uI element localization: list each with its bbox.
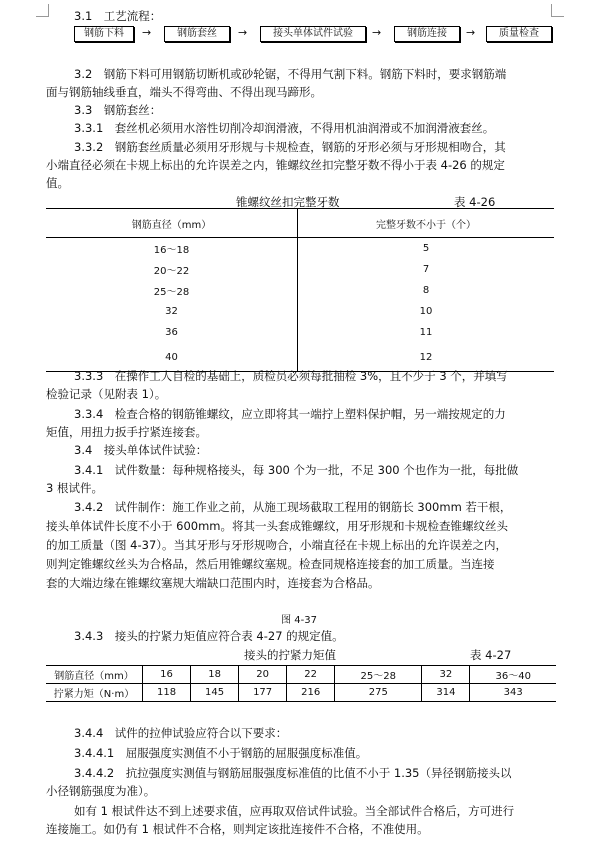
table-cell: 32: [46, 301, 298, 322]
section-3-1: 3.1 工艺流程：: [74, 9, 162, 23]
table-row: [46, 684, 556, 702]
para-3-4-2-line3: 的加工质量（图 4-37）。当其牙形与牙形规吻合，小端直径在卡规上标出的允许误差之内，: [46, 538, 508, 552]
para-3-3-4-line1: 3.3.4 检查合格的钢筋锥螺纹，应立即将其一端拧上塑料保护帽，另一端按规定的力: [74, 407, 506, 421]
table-row: [46, 301, 554, 322]
para-3-4-1-line1: 3.4.1 试件数量：每种规格接头，每 300 个为一批，不足 300 个也作为一批，每批做: [74, 463, 519, 477]
table-cell: 20: [239, 666, 287, 684]
flow-step-5: 质量检查: [486, 26, 552, 42]
table-row: [46, 666, 556, 684]
table-row: [46, 259, 554, 280]
crop-mark-left: [36, 4, 49, 17]
table-cell: 216: [287, 684, 335, 702]
table-cell: 10: [419, 306, 433, 317]
figure-caption: 图 4-37: [281, 615, 317, 626]
table-cell: 20～22: [46, 259, 298, 280]
table-cell: 25～28: [335, 666, 422, 684]
section-3-4: 3.4 接头单体试件试验：: [74, 443, 208, 457]
table-cell: 36: [46, 322, 298, 343]
para-3-4-2-line2: 接头单体试件长度不小于 600mm。将其一头套成锥螺纹，用牙形规和卡规检查锥螺纹丝头: [46, 519, 509, 533]
table-cell: 7: [422, 264, 430, 275]
flow-step-4: 钢筋连接: [394, 26, 460, 42]
para-3-4-4: 3.4.4 试件的拉伸试验应符合以下要求：: [74, 726, 288, 740]
table-cell: 275: [335, 684, 422, 702]
para-3-3-2-line1: 3.3.2 钢筋套丝质量必须用牙形规与卡规检查，钢筋的牙形必须与牙形规相吻合，其: [74, 140, 506, 154]
table-cell: 11: [419, 327, 433, 338]
flow-arrow-2: →: [238, 26, 248, 39]
flow-step-2: 钢筋套丝: [164, 26, 230, 42]
flow-arrow-4: →: [466, 26, 476, 39]
para-3-4-1-line2: 3 根试件。: [46, 481, 103, 495]
para-3-4-3: 3.4.3 接头的拧紧力矩值应符合表 4-27 的规定值。: [74, 629, 344, 643]
flow-step-1: 钢筋下料: [74, 26, 134, 42]
table-4-26-label: 表 4-26: [454, 195, 496, 209]
table-4-26-header-diameter: 钢筋直径（mm）: [46, 209, 298, 238]
table-cell: 177: [239, 684, 287, 702]
table-cell: 16: [143, 666, 191, 684]
table-4-27-label: 表 4-27: [470, 648, 512, 662]
table-4-27: [46, 665, 556, 702]
table-cell: 5: [422, 243, 430, 254]
para-3-4-2-line1: 3.4.2 试件制作：施工作业之前，从施工现场截取工程用的钢筋长 300mm 若干根，: [74, 500, 512, 514]
table-cell: 18: [191, 666, 239, 684]
flow-arrow-3: →: [372, 26, 382, 39]
para-3-3-1: 3.3.1 套丝机必须用水溶性切削冷却润滑液，不得用机油润滑或不加润滑液套丝。: [74, 121, 495, 135]
table-cell: 25～28: [46, 280, 298, 301]
table-cell: 145: [191, 684, 239, 702]
table-cell: 12: [298, 343, 555, 372]
para-3-2-line1: 3.2 钢筋下料可用钢筋切断机或砂轮锯，不得用气割下料。钢筋下料时，要求钢筋端: [74, 67, 507, 81]
table-row: [46, 280, 554, 301]
para-3-3-3-line2: 检验记录（见附表 1）。: [46, 387, 167, 401]
table-4-26: [46, 208, 554, 372]
table-4-26-header-threads: 完整牙数不小于（个）: [298, 209, 555, 238]
para-3-4-2-line5: 套的大端边缘在锥螺纹塞规大端缺口范围内时，连接套为合格品。: [46, 576, 380, 590]
table-cell: 16～18: [46, 238, 298, 260]
para-3-3-2-line3: 值。: [46, 176, 69, 190]
table-cell: 32: [422, 666, 470, 684]
para-3-4-4-2-line2: 小径钢筋强度为准）。: [46, 784, 156, 798]
table-cell: 36～40: [470, 666, 556, 684]
table-cell: 314: [422, 684, 470, 702]
para-3-4-4-1: 3.4.4.1 屈服强度实测值不小于钢筋的屈服强度标准值。: [74, 746, 368, 760]
flow-arrow-1: →: [142, 26, 152, 39]
flow-step-3: 接头单体试件试验: [260, 26, 366, 42]
para-3-2-line2: 面与钢筋轴线垂直，端头不得弯曲、不得出现马蹄形。: [46, 85, 322, 99]
table-cell: 343: [470, 684, 556, 702]
para-final-line1: 如有 1 根试件达不到上述要求值，应再取双倍试件试验。当全部试件合格后，方可进行: [74, 804, 515, 818]
para-3-3-3-line1: 3.3.3 在操作工人自检的基础上，质检员必须每批抽检 3%，且不少于 3 个，并填写: [74, 369, 508, 383]
table-cell: 118: [143, 684, 191, 702]
table-4-27-title: 接头的拧紧力矩值: [244, 648, 336, 662]
table-cell: 22: [287, 666, 335, 684]
para-3-3-2-line2: 小端直径必须在卡规上标出的允许误差之内，锥螺纹丝扣完整牙数不得小于表 4-26 的规定: [46, 158, 505, 172]
para-3-4-2-line4: 则判定锥螺纹丝头为合格品，然后用锥螺纹塞规。检查同规格连接套的加工质量。当连接: [46, 557, 495, 571]
table-row: [46, 238, 554, 260]
table-4-26-title: 锥螺纹丝扣完整牙数: [236, 195, 340, 209]
section-3-3: 3.3 钢筋套丝：: [74, 103, 162, 117]
para-3-3-4-line2: 矩值，用扭力扳手拧紧连接套。: [46, 425, 207, 439]
table-cell: 8: [422, 285, 430, 296]
table-cell: 拧紧力矩（N·m）: [46, 684, 143, 702]
table-cell: 40: [46, 343, 298, 372]
table-cell: 钢筋直径（mm）: [46, 666, 143, 684]
para-3-4-4-2-line1: 3.4.4.2 抗拉强度实测值与钢筋屈服强度标准值的比值不小于 1.35（异径钢筋接头以: [74, 766, 512, 780]
table-row: [46, 322, 554, 343]
para-final-line2: 连接施工。如仍有 1 根试件不合格，则判定该批连接件不合格，不准使用。: [46, 822, 429, 836]
